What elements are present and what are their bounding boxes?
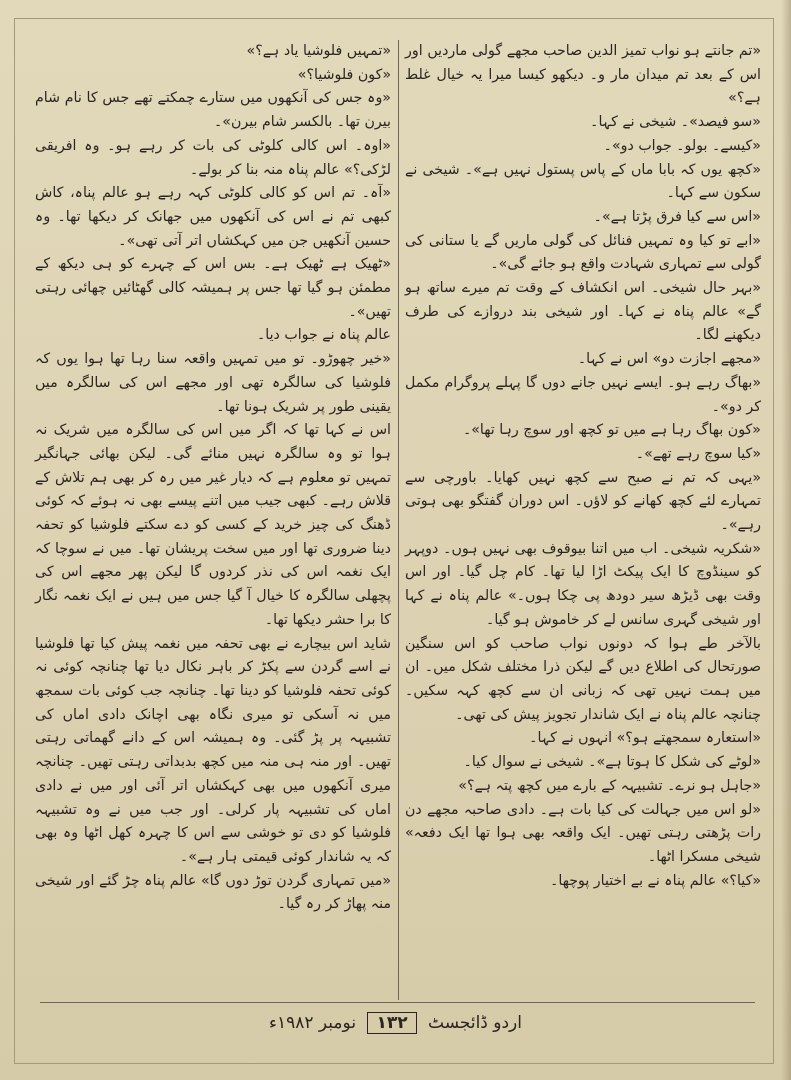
paragraph: «بھاگ رہے ہو۔ ایسے نہیں جانے دوں گا پہلے پروگرام مکمل کر دو»۔ [405,374,761,415]
page-edge-shadow [781,0,791,1080]
paragraph: «لوٹے کی شکل کا ہوتا ہے»۔ شیخی نے سوال کیا۔ [463,754,761,771]
paragraph: «کیسے۔ بولو۔ جواب دو»۔ [603,137,761,154]
paragraph: «کون بھاگ رہا ہے میں تو کچھ اور سوچ رہا تھا»۔ [462,422,761,439]
paragraph: «استعارہ سمجھتے ہو؟» انہوں نے کہا۔ [529,730,761,747]
paragraph: «میں تمہاری گردن توڑ دوں گا» عالم پناہ چڑ گئے اور شیخی منہ پھاڑ کر رہ گیا۔ [35,872,391,913]
paragraph: «اوہ۔ اس کالی کلوٹی کی بات کر رہے ہو۔ وہ افریقی لڑکی؟» عالم پناہ منہ بنا کر بولے۔ [35,137,391,178]
paragraph: «کچھ یوں کہ بابا ماں کے پاس پستول نہیں ہے»۔ شیخی نے سکون سے کہا۔ [405,161,761,202]
paragraph: «ٹھیک ہے ٹھیک ہے۔ بس اس کے چہرے کو ہی دیکھ کے مطمئن ہو گیا تھا جس پر ہمیشہ کالی گھٹائیں چھائی رہتی تھیں»۔ [35,256,391,320]
paragraph: «کیا؟» عالم پناہ نے بے اختیار پوچھا۔ [550,872,761,889]
page-number: ۱۳۲ [367,1012,416,1034]
paragraph: اس نے کہا تھا کہ اگر میں اس کی سالگرہ میں شریک نہ ہوا تو وہ سالگرہ نہیں منائے گی۔ لیکن بھائی جہانگیر تمہیں تو معلوم ہے کہ دیار غیر میں رہ کر بھی ہم تلاش کے قلاش رہے۔ کبھی جیب میں اتنے پیسے بھی نہ ہوئے کہ کوئی ڈھنگ کی چیز خرید کے کسی کو دے سکتے فلوشیا کو تحفہ دینا ضروری تھا اور میں سخت پریشان تھا۔ میں نے سوچا کہ ایک نغمہ اس کی نذر کردوں گا لیکن پھر مجھے اس کی پچھلی سالگرہ کا خیال آ گیا جس میں ہیں نے ایک نغمہ نگار کا برا حشر دیکھا تھا۔ [35,422,391,628]
paragraph: «خیر چھوڑو۔ تو میں تمہیں واقعہ سنا رہا تھا ہوا یوں کہ فلوشیا کی سالگرہ تھی اور مجھے اس کی سالگرہ میں یقینی طور پر شریک ہونا تھا۔ [35,351,391,415]
paragraph: «وہ جس کی آنکھوں میں ستارے چمکتے تھے جس کا نام شام بیرن تھا۔ بالکسر شام بیرن»۔ [35,90,391,131]
paragraph: «بہر حال شیخی۔ اس انکشاف کے وقت تم میرے ساتھ ہو گے» عالم پناہ نے کہا۔ اور شیخی بند دروازے کی طرف دیکھنے لگا۔ [405,280,761,344]
paragraph: «تم جانتے ہو نواب تمیز الدین صاحب مجھے گولی ماردیں اور اس کے بعد تم میدان مار و۔ دیکھو کیسا میرا یہ خیال غلط ہے؟» [405,43,761,107]
issue-date: نومبر ۱۹۸۲ء [268,1013,357,1033]
paragraph: بالآخر طے ہوا کہ دونوں نواب صاحب کو اس سنگین صورتحال کی اطلاع دیں گے لیکن ذرا مختلف شکل میں۔ ان میں ہمت نہیں تھی کہ زبانی ان سے کچھ کہہ سکیں۔ چنانچہ عالم پناہ نے ایک شاندار تجویز پیش کی تھی۔ [405,635,761,723]
paragraph: «کیا سوچ رہے تھے»۔ [635,445,761,462]
paragraph: «آہ۔ تم اس کو کالی کلوٹی کہہ رہے ہو عالم پناہ، کاش کبھی تم نے اس کی آنکھوں میں جھانک کر دیکھا تھا۔ وہ حسین آنکھیں جن میں کہکشاں اتر آتی تھی»۔ [35,185,391,249]
paragraph: «تمہیں فلوشیا یاد ہے؟» [246,43,391,59]
footer-rule [40,1002,755,1003]
paragraph: «جاہل ہو نرے۔ تشبیہہ کے بارے میں کچھ پتہ ہے؟» [458,777,761,794]
paragraph: «لو اس میں جہالت کی کیا بات ہے۔ دادی صاحبہ مجھے دن رات پڑھتی رہتی تھیں۔ ایک واقعہ بھی ہوا تھا ایک دفعہ» شیخی مسکرا اٹھا۔ [405,801,761,865]
paragraph: «کون فلوشیا؟» [297,66,391,83]
left-column [35,40,391,995]
paragraph: «یہی کہ تم نے صبح سے کچھ نہیں کھایا۔ باورچی سے تمہارے لئے کچھ کھانے کو لاؤں۔ اس دوران گفتگو بھی ہوتی رہے»۔ [405,469,761,534]
paragraph: «سو فیصد»۔ شیخی نے کہا۔ [590,114,761,131]
paragraph: «اس سے کیا فرق پڑتا ہے»۔ [593,208,761,225]
page-footer [0,1012,791,1034]
right-column [405,40,761,995]
paragraph: «شکریہ شیخی۔ اب میں اتنا بیوقوف بھی نہیں ہوں۔ دوپہر کو سینڈوچ کا ایک پیکٹ اڑا لیا تھا۔ کام چل گیا۔ اور اس وقت بھی ڈیڑھ سیر دودھ پی چکا ہوں۔» عالم پناہ نے کہا اور شیخی گہری سانس لے کر خاموش ہو گیا۔ [405,540,761,628]
paragraph: عالم پناہ نے جواب دیا۔ [256,327,391,344]
paragraph: شاید اس بیچارے نے بھی تحفہ میں نغمہ پیش کیا تھا فلوشیا نے اسے گردن سے پکڑ کر باہر نکال دیا تھا چنانچہ کوئی نہ کوئی تحفہ فلوشیا کو دینا تھا۔ چنانچہ جب کوئی بات سمجھ میں نہ آسکی تو میری نگاہ بھی اچانک دادی اماں کی تشبیہہ پر پڑ گئی۔ وہ ہمیشہ اس کے دانے گھماتی رہتی تھیں۔ اور منہ ہی منہ میں کچھ بدبداتی رہتی تھیں۔ چنانچہ میری آنکھوں میں بھی کہکشاں اتر آئی اور میں نے دادی اماں کی تشبیہہ پار کرلی۔ اور جب میں نے وہ تشبیہہ فلوشیا کو دی تو خوشی سے اس کا چہرہ کھل اٹھا وہ بھی کہ یہ شاندار کوئی قیمتی ہار ہے»۔ [35,635,391,865]
publication-name: اردو ڈائجسٹ [428,1013,522,1033]
column-divider [398,40,399,1000]
paragraph: «ابے تو کیا وہ تمہیں فنائل کی گولی ماریں گے یا ستانی کی گولی سے تمہاری شہادت واقع ہو جائے گی»۔ [405,232,761,273]
paragraph: «مجھے اجازت دو» اس نے کہا۔ [577,351,761,368]
